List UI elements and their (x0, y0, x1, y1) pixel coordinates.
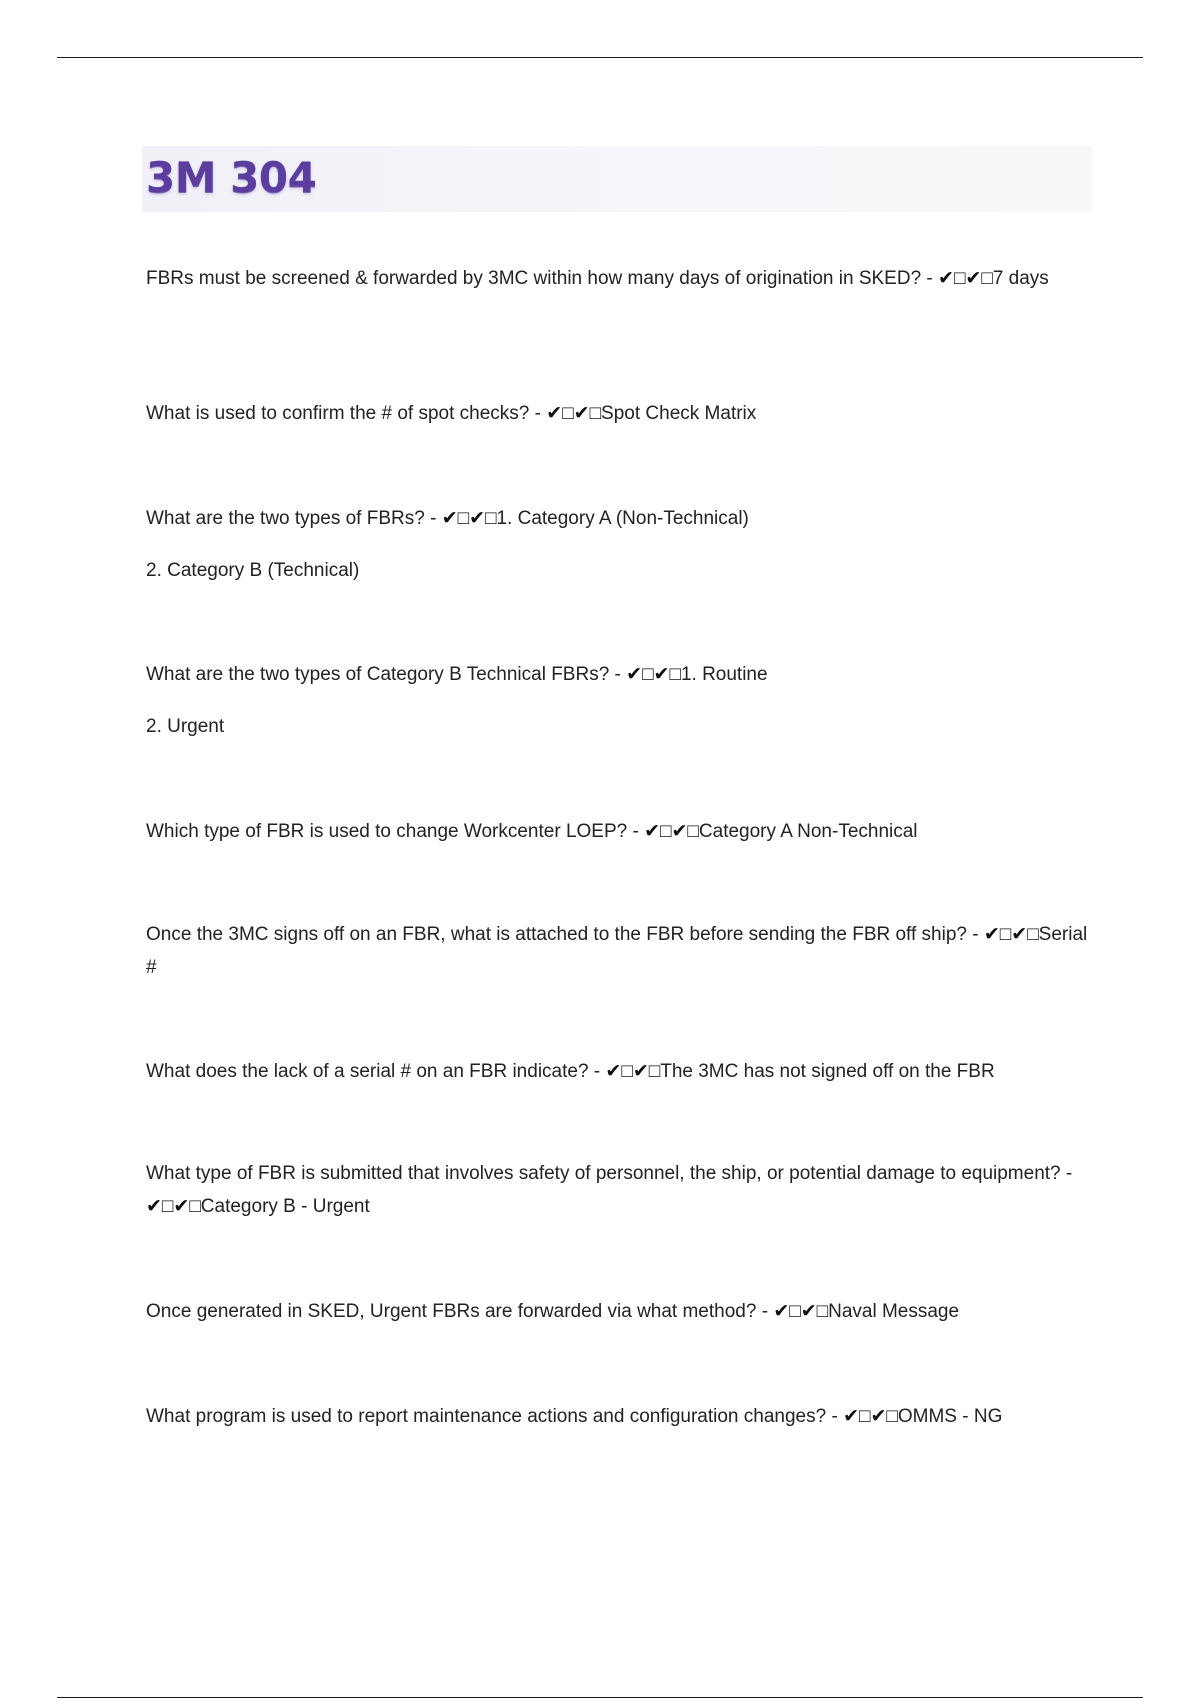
title-banner (142, 146, 1092, 212)
qa-item-8 (146, 1157, 1092, 1223)
question-text: What program is used to report maintenance actions and configuration changes? (146, 1406, 827, 1427)
answer-text: Category A Non-Technical (698, 821, 918, 842)
qa-line: Once generated in SKED, Urgent FBRs are forwarded via what method? - ✔□✔□Naval Message (146, 1301, 960, 1322)
qa-item-5 (146, 815, 1092, 848)
check-marker: ✔□✔□ (626, 664, 681, 685)
question-text: What does the lack of a serial # on an FBR indicate? (146, 1061, 589, 1082)
check-marker: ✔□✔□ (773, 1301, 829, 1322)
check-marker: ✔□✔□ (546, 403, 602, 424)
check-marker: ✔□✔□ (938, 268, 993, 289)
document-title: 3M 304 (146, 153, 317, 202)
answer-text: Serial # (146, 924, 1088, 978)
qa-line: What is used to confirm the # of spot checks? - ✔□✔□Spot Check Matrix (146, 403, 757, 424)
check-marker: ✔□✔□ (146, 1196, 201, 1217)
check-marker: ✔□✔□ (843, 1406, 898, 1427)
qa-item-1 (146, 262, 1092, 295)
question-text: What is used to confirm the # of spot checks? (146, 403, 530, 424)
check-marker: ✔□✔□ (983, 924, 1039, 945)
qa-line: What are the two types of FBRs? - ✔□✔□1. Category A (Non-Technical) (146, 508, 749, 529)
question-text: Once the 3MC signs off on an FBR, what is attached to the FBR before sending the FBR off ship? (146, 924, 967, 945)
question-text: What are the two types of FBRs? (146, 508, 425, 529)
qa-line: What program is used to report maintenance actions and configuration changes? - ✔□✔□OMMS - NG (146, 1406, 1003, 1427)
qa-item-2 (146, 397, 1092, 430)
top-rule (57, 57, 1143, 58)
answer-text: The 3MC has not signed off on the FBR (660, 1061, 995, 1082)
qa-line: What does the lack of a serial # on an FBR indicate? - ✔□✔□The 3MC has not signed off on the FBR (146, 1061, 995, 1082)
check-marker: ✔□✔□ (644, 821, 699, 842)
check-marker: ✔□✔□ (605, 1061, 661, 1082)
question-text: What type of FBR is submitted that involves safety of personnel, the ship, or potential damage to equipment? (146, 1163, 1061, 1184)
answer-text: 7 days (992, 268, 1049, 289)
answer-text: Naval Message (828, 1301, 960, 1322)
answer-line-2: 2. Category B (Technical) (146, 560, 360, 581)
qa-item-7 (146, 1055, 1092, 1088)
question-text: Which type of FBR is used to change Workcenter LOEP? (146, 821, 628, 842)
qa-item-4 (146, 658, 1092, 743)
qa-item-6 (146, 918, 1092, 984)
answer-text: Spot Check Matrix (601, 403, 757, 424)
question-text: FBRs must be screened & forwarded by 3MC within how many days of origination in SKED? (146, 268, 922, 289)
question-text: Once generated in SKED, Urgent FBRs are forwarded via what method? (146, 1301, 757, 1322)
answer-text: OMMS - NG (897, 1406, 1003, 1427)
question-text: What are the two types of Category B Technical FBRs? (146, 664, 610, 685)
qa-item-3 (146, 502, 1092, 587)
answer-text: 1. Routine (680, 664, 768, 685)
answer-text: Category B - Urgent (200, 1196, 370, 1217)
qa-line: What are the two types of Category B Technical FBRs? - ✔□✔□1. Routine (146, 664, 768, 685)
qa-item-9 (146, 1295, 1092, 1328)
answer-text: 1. Category A (Non-Technical) (496, 508, 749, 529)
qa-line: Once the 3MC signs off on an FBR, what is attached to the FBR before sending the FBR off ship? - ✔□✔□Serial # (146, 924, 1088, 978)
check-marker: ✔□✔□ (441, 508, 497, 529)
bottom-rule (57, 1697, 1143, 1698)
qa-line: What type of FBR is submitted that involves safety of personnel, the ship, or potential damage to equipment? - ✔□✔□Category B - Urgent (146, 1163, 1073, 1217)
qa-line: Which type of FBR is used to change Workcenter LOEP? - ✔□✔□Category A Non-Technical (146, 821, 918, 842)
qa-item-10 (146, 1400, 1092, 1433)
answer-line-2: 2. Urgent (146, 716, 225, 737)
qa-line: FBRs must be screened & forwarded by 3MC within how many days of origination in SKED? - ✔□✔□7 days (146, 268, 1049, 289)
